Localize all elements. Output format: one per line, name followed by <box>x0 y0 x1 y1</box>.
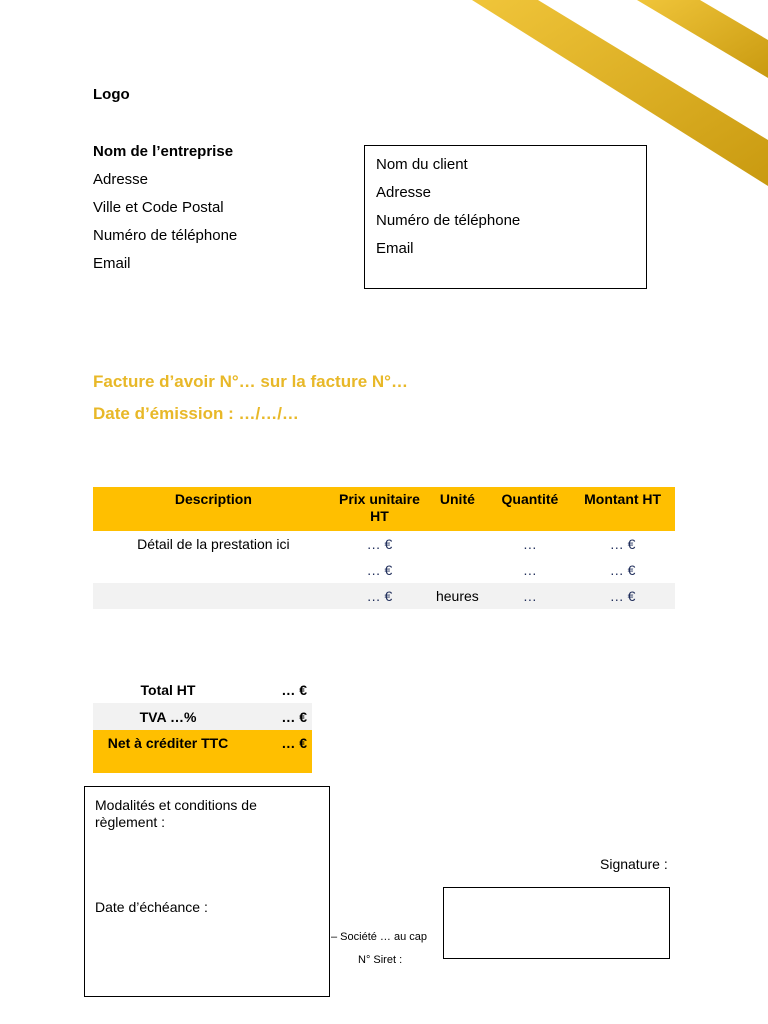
cell-quantity: … <box>522 562 537 578</box>
cell-amount: … € <box>570 583 675 609</box>
footer-siret: N° Siret : <box>358 954 403 966</box>
table-header-row <box>93 487 675 531</box>
company-city: Ville et Code Postal <box>93 199 224 216</box>
cell-unit <box>425 531 489 557</box>
client-address: Adresse <box>376 184 432 201</box>
cell-quantity: … <box>522 536 537 552</box>
net-row <box>93 730 312 773</box>
company-info <box>93 138 333 278</box>
signature-box[interactable] <box>443 887 670 959</box>
terms-box <box>84 786 330 997</box>
cell-amount: … € <box>609 562 636 578</box>
signature-label: Signature : <box>600 856 668 872</box>
cell-unit <box>425 557 489 583</box>
cell-description <box>93 557 334 583</box>
table-row <box>93 557 675 583</box>
table-row <box>93 531 675 557</box>
header-unit: Unité <box>425 487 489 531</box>
total-ht-value: … € <box>281 681 307 698</box>
cell-amount: … € <box>609 536 636 552</box>
invoice-heading <box>93 366 408 430</box>
company-email: Email <box>93 255 131 272</box>
company-phone: Numéro de téléphone <box>93 227 238 244</box>
due-date: Date d’échéance : <box>95 899 208 915</box>
total-ht-row <box>93 676 312 703</box>
company-name: Nom de l’entreprise <box>93 143 234 160</box>
header-description: Description <box>93 487 334 531</box>
footer-company-line: – Société … au cap <box>331 931 428 943</box>
invoice-title: Facture d’avoir N°… sur la facture N°… <box>93 372 408 391</box>
header-quantity: Quantité <box>490 487 571 531</box>
payment-conditions: Modalités et conditions de règlement : <box>95 797 257 830</box>
net-value: … € <box>243 730 312 773</box>
client-email: Email <box>376 240 414 257</box>
tva-label: TVA …% <box>93 703 243 730</box>
company-address: Adresse <box>93 171 149 188</box>
cell-unit-price: … € <box>366 536 393 552</box>
cell-unit: heures <box>425 583 489 609</box>
header-unit-price: Prix unitaire HT <box>334 487 425 531</box>
tva-row <box>93 703 312 730</box>
client-phone: Numéro de téléphone <box>376 212 521 229</box>
cell-description <box>93 583 334 609</box>
total-ht-label: Total HT <box>140 681 196 698</box>
logo-placeholder: Logo <box>93 86 130 103</box>
items-table <box>93 487 675 609</box>
cell-unit-price: … € <box>334 583 425 609</box>
net-label: Net à créditer TTC <box>93 730 243 773</box>
cell-description: Détail de la prestation ici <box>137 536 290 552</box>
table-row <box>93 583 675 609</box>
tva-value: … € <box>243 703 312 730</box>
cell-unit-price: … € <box>366 562 393 578</box>
client-box <box>364 145 647 289</box>
invoice-date: Date d’émission : …/…/… <box>93 404 299 423</box>
header-amount: Montant HT <box>570 487 675 531</box>
cell-quantity: … <box>490 583 571 609</box>
totals-table <box>93 676 312 773</box>
client-name: Nom du client <box>376 156 468 173</box>
